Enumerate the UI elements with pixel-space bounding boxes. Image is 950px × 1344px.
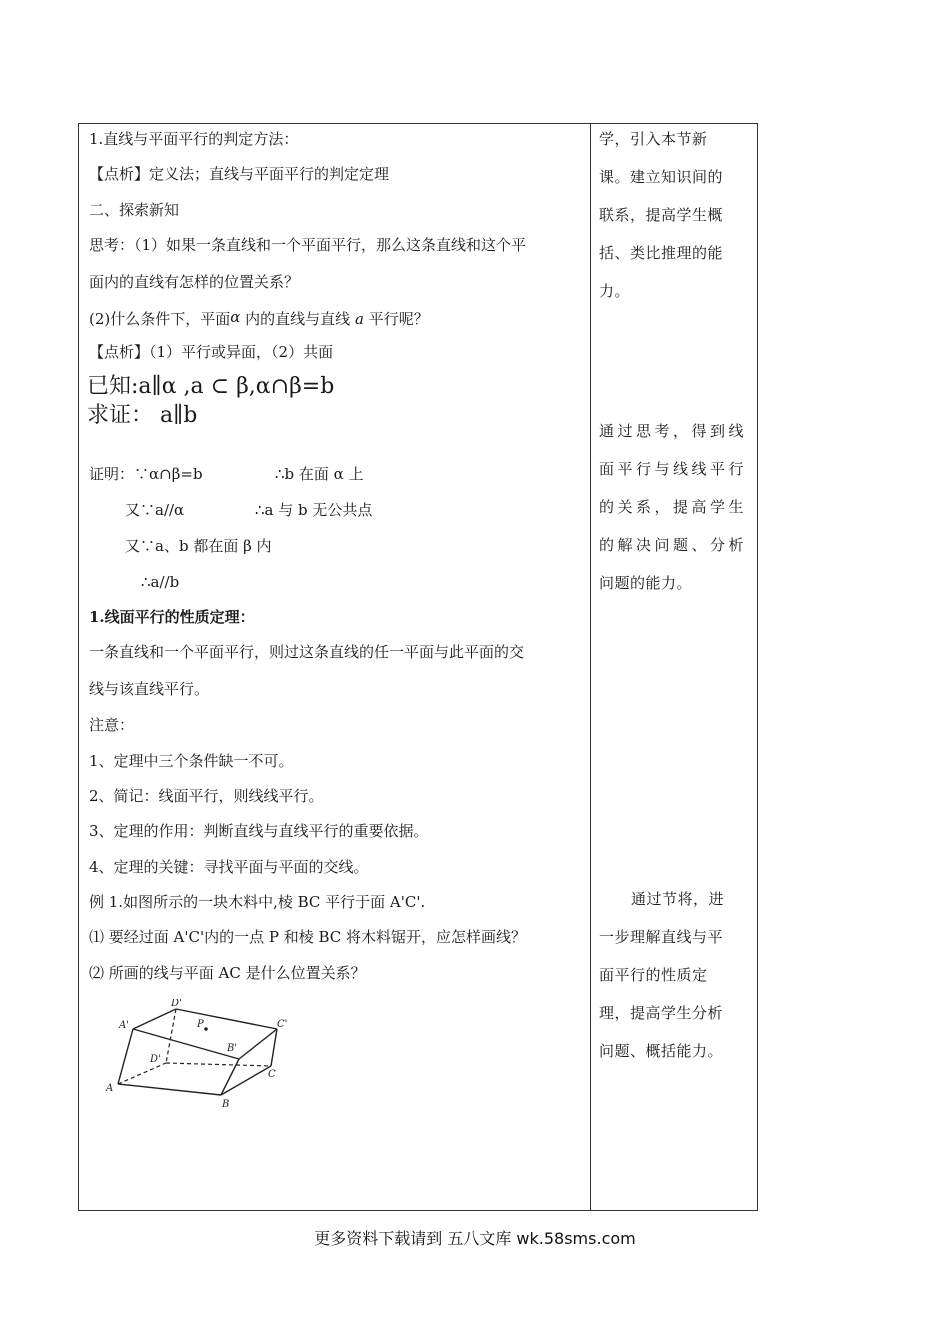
purpose-3-line-5: 问题、概括能力。 (599, 1042, 724, 1060)
purpose-3-line-2: 一步理解直线与平 (599, 928, 724, 946)
example-1: 例 1.如图所示的一块木料中,棱 BC 平行于面 A'C'. (89, 893, 426, 911)
purpose-3-line-4: 理，提高学生分析 (599, 1004, 724, 1022)
label-a: A (106, 1083, 114, 1094)
edge-a1-a (118, 1029, 133, 1084)
method-heading: 1.直线与平面平行的判定方法： (89, 130, 299, 148)
proof-line-3: 又∵a、b 都在面 β 内 (125, 537, 272, 555)
column-divider (590, 124, 591, 1210)
footer-link[interactable]: 更多资料下载请到 五八文库 wk.58sms.com (314, 1229, 636, 1248)
note-4: 4、定理的关键：寻找平面与平面的交线。 (89, 858, 369, 876)
note-2: 2、简记：线面平行，则线线平行。 (89, 787, 324, 805)
edge-b1-a1 (133, 1029, 239, 1059)
label-d-prime: D' (171, 999, 182, 1009)
q2-part3: 平行呢？ (368, 310, 429, 328)
proof-line-2a: 又∵a//α (125, 501, 185, 519)
q2-part1: (2)什么条件下，平面 (89, 310, 231, 328)
prism-figure (101, 999, 301, 1109)
label-c: C (268, 1069, 276, 1080)
proof-line-1a: 证明：∵α∩β=b (89, 465, 203, 483)
proof-line-1b: ∴b 在面 α 上 (275, 465, 364, 483)
think-question-2 (89, 307, 429, 329)
label-b-prime: B' (227, 1043, 238, 1054)
purpose-3-line-3: 面平行的性质定 (599, 966, 708, 984)
note-1: 1、定理中三个条件缺一不可。 (89, 752, 294, 770)
label-a-prime: A' (119, 1020, 129, 1031)
label-c-prime: C' (277, 1019, 288, 1030)
proof-line-2b: ∴a 与 b 无公共点 (255, 501, 373, 519)
label-d: D' (150, 1054, 161, 1065)
purpose-2-line-5: 问题的能力。 (599, 574, 693, 592)
proof-conclusion: ∴a//b (141, 573, 180, 591)
edge-a-d-hidden (118, 1063, 166, 1084)
purpose-1-line-1: 学，引入本节新 (599, 130, 708, 148)
note-heading: 注意： (89, 716, 135, 734)
theorem-text-1: 一条直线和一个平面平行，则过这条直线的任一平面与此平面的交 (89, 643, 525, 661)
point-p (204, 1027, 208, 1031)
theorem-text-2: 线与该直线平行。 (89, 680, 210, 698)
label-p: P (197, 1019, 204, 1030)
edge-d1-c1 (176, 1009, 277, 1029)
analysis-1: 【点析】定义法；直线与平面平行的判定定理 (89, 165, 390, 183)
label-b: B (222, 1099, 230, 1109)
purpose-3-line-1: 通过节将，进 (631, 890, 725, 908)
purpose-1-line-5: 力。 (599, 282, 631, 300)
think-question-1-cont: 面内的直线有怎样的位置关系？ (89, 273, 300, 291)
given-statement: 已知:a∥α ,a ⊂ β,α∩β=b (87, 374, 335, 399)
edge-a-b (118, 1084, 221, 1095)
think-question-1: 思考：（1）如果一条直线和一个平面平行，那么这条直线和这个平 (89, 236, 527, 254)
edge-a1-d1 (133, 1009, 176, 1029)
purpose-1-line-2: 课。建立知识间的 (599, 168, 724, 186)
purpose-2-line-1: 通过思考，得到线 (599, 422, 748, 440)
q2-part2: 内的直线与直线 (245, 310, 351, 328)
purpose-1-line-3: 联系，提高学生概 (599, 206, 724, 224)
purpose-2-line-4: 的解决问题、分析 (599, 536, 748, 554)
purpose-2-line-2: 面平行与线线平行 (599, 460, 748, 478)
note-3: 3、定理的作用：判断直线与直线平行的重要依据。 (89, 822, 429, 840)
section-heading: 二、探索新知 (89, 201, 180, 219)
theorem-title: 1.线面平行的性质定理： (89, 608, 255, 626)
alpha-symbol: α (230, 308, 241, 326)
example-1-q2: ⑵ 所画的线与平面 AC 是什么位置关系？ (89, 964, 366, 982)
lesson-table (78, 123, 758, 1211)
purpose-1-line-4: 括、类比推理的能 (599, 244, 724, 262)
edge-c1-c (271, 1029, 277, 1066)
purpose-2-line-3: 的关系，提高学生 (599, 498, 748, 516)
example-1-q1: ⑴ 要经过面 A'C'内的一点 P 和棱 BC 将木料锯开，应怎样画线？ (89, 928, 527, 946)
edge-d1-d-hidden (166, 1009, 176, 1063)
line-a-symbol: a (354, 310, 364, 328)
prove-statement: 求证： a∥b (87, 403, 198, 428)
analysis-2: 【点析】（1）平行或异面，（2）共面 (89, 343, 334, 361)
edge-d-c-hidden (166, 1063, 271, 1066)
edge-c1-b1 (239, 1029, 277, 1059)
